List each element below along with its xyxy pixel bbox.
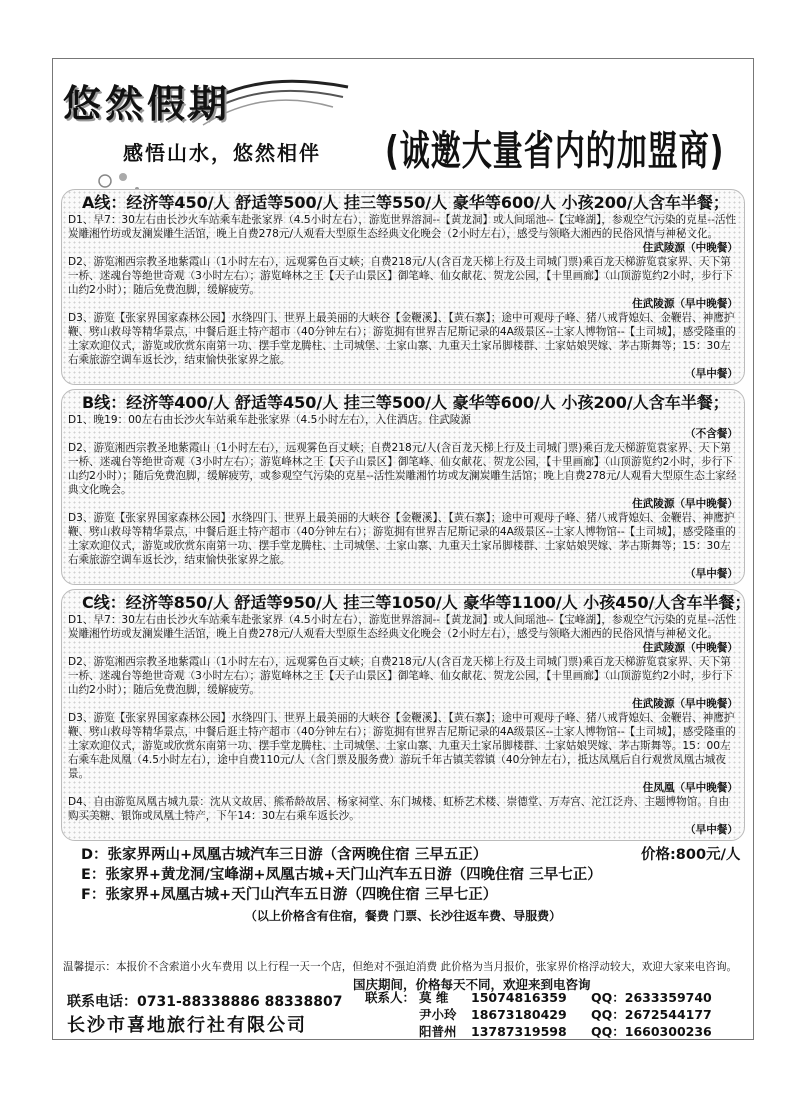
route-title: A线：经济等450/人 舒适等500/人 挂三等550/人 豪华等600/人 小孩200/人含车半餐； xyxy=(82,193,729,212)
meal-info: 住凤凰（早中晚餐） xyxy=(642,782,738,794)
tour-label: E：张家界+黄龙洞/宝峰湖+凤凰古城+天门山汽车五日游（四晚住宿 三早七正） xyxy=(81,867,602,883)
tour-f xyxy=(81,885,745,905)
tour-d xyxy=(81,845,745,865)
meal-info: （早中餐） xyxy=(685,568,738,580)
meal-info: 住武陵源（早中晚餐） xyxy=(632,698,738,710)
day-text: D2、游览湘西宗教圣地紫霞山（1小时左右），远观雾色百丈峡；自费218元/人(含百龙天梯上行及土司城门票)乘百龙天梯游览袁家界、天下第一桥、迷魂台等绝世奇观（3小时左右）；游览峰林之王【天子山景区】御笔峰、仙女献花、贺龙公园，【十里画廊】（山顶游览约2小时，步行下山约2小时）；随后免费泡脚，缓解疲劳，或参观空气污染的克星--活性炭雕湘竹坊或友澜炭雕生活馆；晚上自费278元/人观看大型原生态土家经典文化晚会。 xyxy=(68,442,737,496)
company-name: 长沙市喜地旅行社有限公司 xyxy=(67,1015,307,1036)
route-title: B线：经济等400/人 舒适等450/人 挂三等500/人 豪华等600/人 小孩200/人含车半餐； xyxy=(82,393,729,412)
meal-info: 住武陵源（中晚餐） xyxy=(642,642,738,654)
day-item xyxy=(68,655,738,711)
day-item xyxy=(68,311,738,381)
meal-info: （早中餐） xyxy=(685,824,738,836)
contact-row xyxy=(365,1023,712,1040)
contact-name: 阳普州 xyxy=(419,1024,457,1039)
contact-mobile: 13787319598 xyxy=(471,1024,567,1039)
franchise-invite: (诚邀大量省内的加盟商) xyxy=(385,127,725,176)
contact-phone: 联系电话：0731-88338886 88338807 xyxy=(67,994,343,1010)
itinerary xyxy=(61,189,751,925)
route-c xyxy=(61,589,751,841)
contact-mobile: 15074816359 xyxy=(471,990,567,1005)
route-b xyxy=(61,389,745,585)
day-text: D1、早7：30左右由长沙火车站乘车赴张家界（4.5小时左右），游览世界溶洞--【黄龙洞】或人间瑶池--【宝峰湖】，参观空气污染的克星--活性炭雕湘竹坊或友澜炭雕生活馆，晚上自费278元/人观看大型原生态经典文化晚会（2小时左右），感受与领略大湘西的民俗风情与神秘文化。 xyxy=(68,614,737,640)
header xyxy=(53,59,753,189)
tour-e xyxy=(81,865,745,885)
brand-title: 悠然假期 xyxy=(63,82,232,126)
contact-row xyxy=(365,1006,712,1023)
meal-info: 住武陵源（早中晚餐） xyxy=(632,498,738,510)
meal-info: （不含餐） xyxy=(685,428,738,440)
contact-name: 尹小玲 xyxy=(419,1007,457,1022)
contact-label: 联系人： xyxy=(365,990,416,1005)
day-item xyxy=(68,711,738,795)
contact-list xyxy=(365,989,712,1040)
day-item xyxy=(68,441,738,511)
contact-name: 莫 维 xyxy=(419,990,449,1005)
day-item xyxy=(68,213,738,255)
contact-row xyxy=(365,989,712,1006)
day-text: D4、自由游览凤凰古城九景：沈从文故居、熊希龄故居、杨家祠堂、东门城楼、虹桥艺术楼、崇德堂、万寿宫、沱江泛舟、主题博物馆。自由购买美糖、银饰或凤凰土特产，下午14：30左右乘车返长沙。 xyxy=(68,796,730,822)
day-text: D3、游览【张家界国家森林公园】水绕四门、世界上最美丽的大峡谷【金鞭溪】、【黄石寨】；途中可观母子峰、猪八戒背媳妇、金鞭岩、神鹰护鞭、劈山救母等精华景点，中餐后逛土特产超市（40分钟左右）；游览拥有世界吉尼斯记录的4A级景区--土家人博物馆--【土司城】，感受隆重的土家欢迎仪式，游览或欣赏东南第一功、摆手堂龙腾柱、土司城堡、土家山寨、九重天土家吊脚楼群、土家姑娘哭嫁、茅古斯舞等；15：30左右乘旅游空调车返长沙，结束愉快张家界之旅。 xyxy=(68,512,736,566)
tour-price: 价格:800元/人 xyxy=(641,847,741,863)
contact-mobile: 18673180429 xyxy=(471,1007,567,1022)
slogan: 感悟山水，悠然相伴 xyxy=(123,141,321,165)
meal-info: （早中餐） xyxy=(685,368,738,380)
day-item xyxy=(68,413,738,441)
meal-info: 住武陵源（早中晚餐） xyxy=(632,298,738,310)
route-title: C线：经济等850/人 舒适等950/人 挂三等1050/人 豪华等1100/人 小孩450/人含车半餐； xyxy=(82,593,751,612)
day-text: D1、早7：30左右由长沙火车站乘车赴张家界（4.5小时左右），游览世界溶洞--【黄龙洞】或人间瑶池--【宝峰湖】，参观空气污染的克星--活性炭雕湘竹坊或友澜炭雕生活馆，晚上自费278元/人观看大型原生态经典文化晚会（2小时左右），感受与领略大湘西的民俗风情与神秘文化。 xyxy=(68,214,737,240)
day-item xyxy=(68,795,738,837)
contact-qq: QQ：2672544177 xyxy=(591,1007,712,1022)
flyer xyxy=(52,58,754,1040)
day-item xyxy=(68,613,738,655)
day-text: D2、游览湘西宗教圣地紫霞山（1小时左右），远观雾色百丈峡；自费218元/人(含百龙天梯上行及土司城门票)乘百龙天梯游览袁家界、天下第一桥、迷魂台等绝世奇观（3小时左右）；游览峰林之王【天子山景区】御笔峰、仙女献花、贺龙公园，【十里画廊】（山顶游览约2小时，步行下山约2小时）；随后免费泡脚，缓解疲劳。 xyxy=(68,256,733,296)
extra-tours xyxy=(61,845,745,905)
day-text: D2、游览湘西宗教圣地紫霞山（1小时左右），远观雾色百丈峡；自费218元/人(含百龙天梯上行及土司城门票)乘百龙天梯游览袁家界、天下第一桥、迷魂台等绝世奇观（3小时左右）；游览峰林之王【天子山景区】御笔峰、仙女献花、贺龙公园，【十里画廊】（山顶游览约2小时，步行下山约2小时）；随后免费泡脚，缓解疲劳。 xyxy=(68,656,733,696)
contact-qq: QQ：1660300236 xyxy=(591,1024,712,1039)
price-note: （以上价格含有住宿，餐费 门票、长沙往返车费、导服费） xyxy=(244,909,562,923)
day-text: D3、游览【张家界国家森林公园】水绕四门、世界上最美丽的大峡谷【金鞭溪】、【黄石寨】；途中可观母子峰、猪八戒背媳妇、金鞭岩、神鹰护鞭、劈山救母等精华景点，中餐后逛土特产超市（40分钟左右）；游览拥有世界吉尼斯记录的4A级景区--土家人博物馆--【土司城】，感受隆重的土家欢迎仪式，游览或欣赏东南第一功、摆手堂龙腾柱、土司城堡、土家山寨、九重天土家吊脚楼群、土家姑娘哭嫁、茅古斯舞等。15：00左右乘车赴凤凰（4.5小时左右），途中自费110元/人（含门票及服务费）游玩千年古镇芙蓉镇（40分钟左右），抵达凤凰后自行观赏凤凰古城夜景。 xyxy=(68,712,736,780)
day-text: D1、晚19：00左右由长沙火车站乘车赴张家界（4.5小时左右），入住酒店。住武陵源 xyxy=(68,414,471,426)
tour-label: D：张家界两山+凤凰古城汽车三日游（含两晚住宿 三早五正） xyxy=(81,847,488,863)
day-item xyxy=(68,255,738,311)
contact-qq: QQ：2633359740 xyxy=(591,990,712,1005)
route-a xyxy=(61,189,745,385)
footer xyxy=(53,959,753,1039)
day-text: D3、游览【张家界国家森林公园】水绕四门、世界上最美丽的大峡谷【金鞭溪】、【黄石寨】；途中可观母子峰、猪八戒背媳妇、金鞭岩、神鹰护鞭、劈山救母等精华景点，中餐后逛土特产超市（40分钟左右）；游览拥有世界吉尼斯记录的4A级景区--土家人博物馆--【土司城】，感受隆重的土家欢迎仪式，游览或欣赏东南第一功、摆手堂龙腾柱、土司城堡、土家山寨、九重天土家吊脚楼群、土家姑娘哭嫁、茅古斯舞等；15：30左右乘旅游空调车返长沙，结束愉快张家界之旅。 xyxy=(68,312,736,366)
holiday-notice: 国庆期间，价格每天不同，欢迎来到电咨询 xyxy=(353,977,591,992)
meal-info: 住武陵源（中晚餐） xyxy=(642,242,738,254)
day-item xyxy=(68,511,738,581)
tour-label: F：张家界+凤凰古城+天门山汽车五日游（四晚住宿 三早七正） xyxy=(81,887,498,903)
warm-tip: 温馨提示：本报价不含索道小火车费用 以上行程一天一个店，但绝对不强迫消费 此价格为当月报价，张家界价格浮动较大，欢迎大家来电咨询。 xyxy=(63,961,738,973)
